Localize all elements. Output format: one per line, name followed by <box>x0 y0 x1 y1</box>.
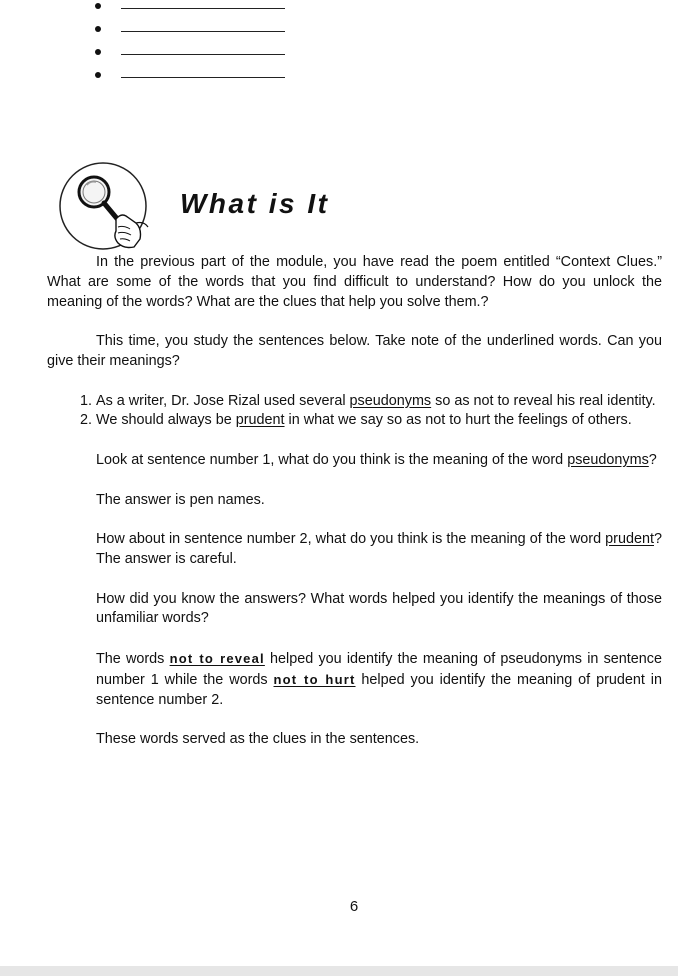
conclusion-paragraph: These words served as the clues in the sentences. <box>96 731 420 748</box>
question-paragraph: How about in sentence number 2, what do you think is the meaning of the word prudent? The answer is careful. <box>96 531 662 567</box>
answer-blank-list <box>90 0 290 84</box>
page-number: 6 <box>349 898 359 915</box>
viewer-bottom-bar <box>0 966 678 976</box>
underlined-word: pseudonyms <box>567 451 649 468</box>
answer-paragraph: The answer is pen names. <box>96 491 265 508</box>
question-paragraph: How did you know the answers? What words helped you identify the meanings of those unfamiliar words? <box>96 590 662 627</box>
section-title: What is It <box>180 188 330 219</box>
answer-blank[interactable] <box>90 38 290 61</box>
example-sentence-list <box>47 392 662 432</box>
intro-paragraph: In the previous part of the module, you have read the poem entitled “Context Clues.” What are some of the words that you find difficult to understand? How do you unlock the meaning of the words? What are the clues that help you solve them.? <box>47 254 662 310</box>
answer-blank[interactable] <box>90 15 290 38</box>
underlined-word: prudent <box>235 412 285 429</box>
explanation-paragraph: The words not to reveal helped you identify the meaning of pseudonyms in sentence number 1 while the words not to hurt helped you identify the meaning of prudent in sentence number 2. <box>96 650 662 708</box>
lesson-content <box>47 253 662 770</box>
example-sentence: 1. As a writer, Dr. Jose Rizal used several pseudonyms so as not to reveal his real identity. <box>96 392 662 412</box>
magnifying-glass-icon <box>58 161 152 251</box>
answer-blank[interactable] <box>90 61 290 84</box>
context-clue: not to reveal <box>169 650 265 666</box>
example-sentence: 2. We should always be prudent in what we say so as not to hurt the feelings of others. <box>96 411 662 431</box>
instruction-paragraph: This time, you study the sentences below. Take note of the underlined words. Can you give their meanings? <box>47 333 662 369</box>
answer-blank[interactable] <box>90 0 290 15</box>
question-paragraph: Look at sentence number 1, what do you think is the meaning of the word pseudonyms? <box>96 451 657 468</box>
context-clue: not to hurt <box>273 671 356 687</box>
underlined-word: prudent <box>605 531 654 548</box>
underlined-word: pseudonyms <box>349 392 432 409</box>
